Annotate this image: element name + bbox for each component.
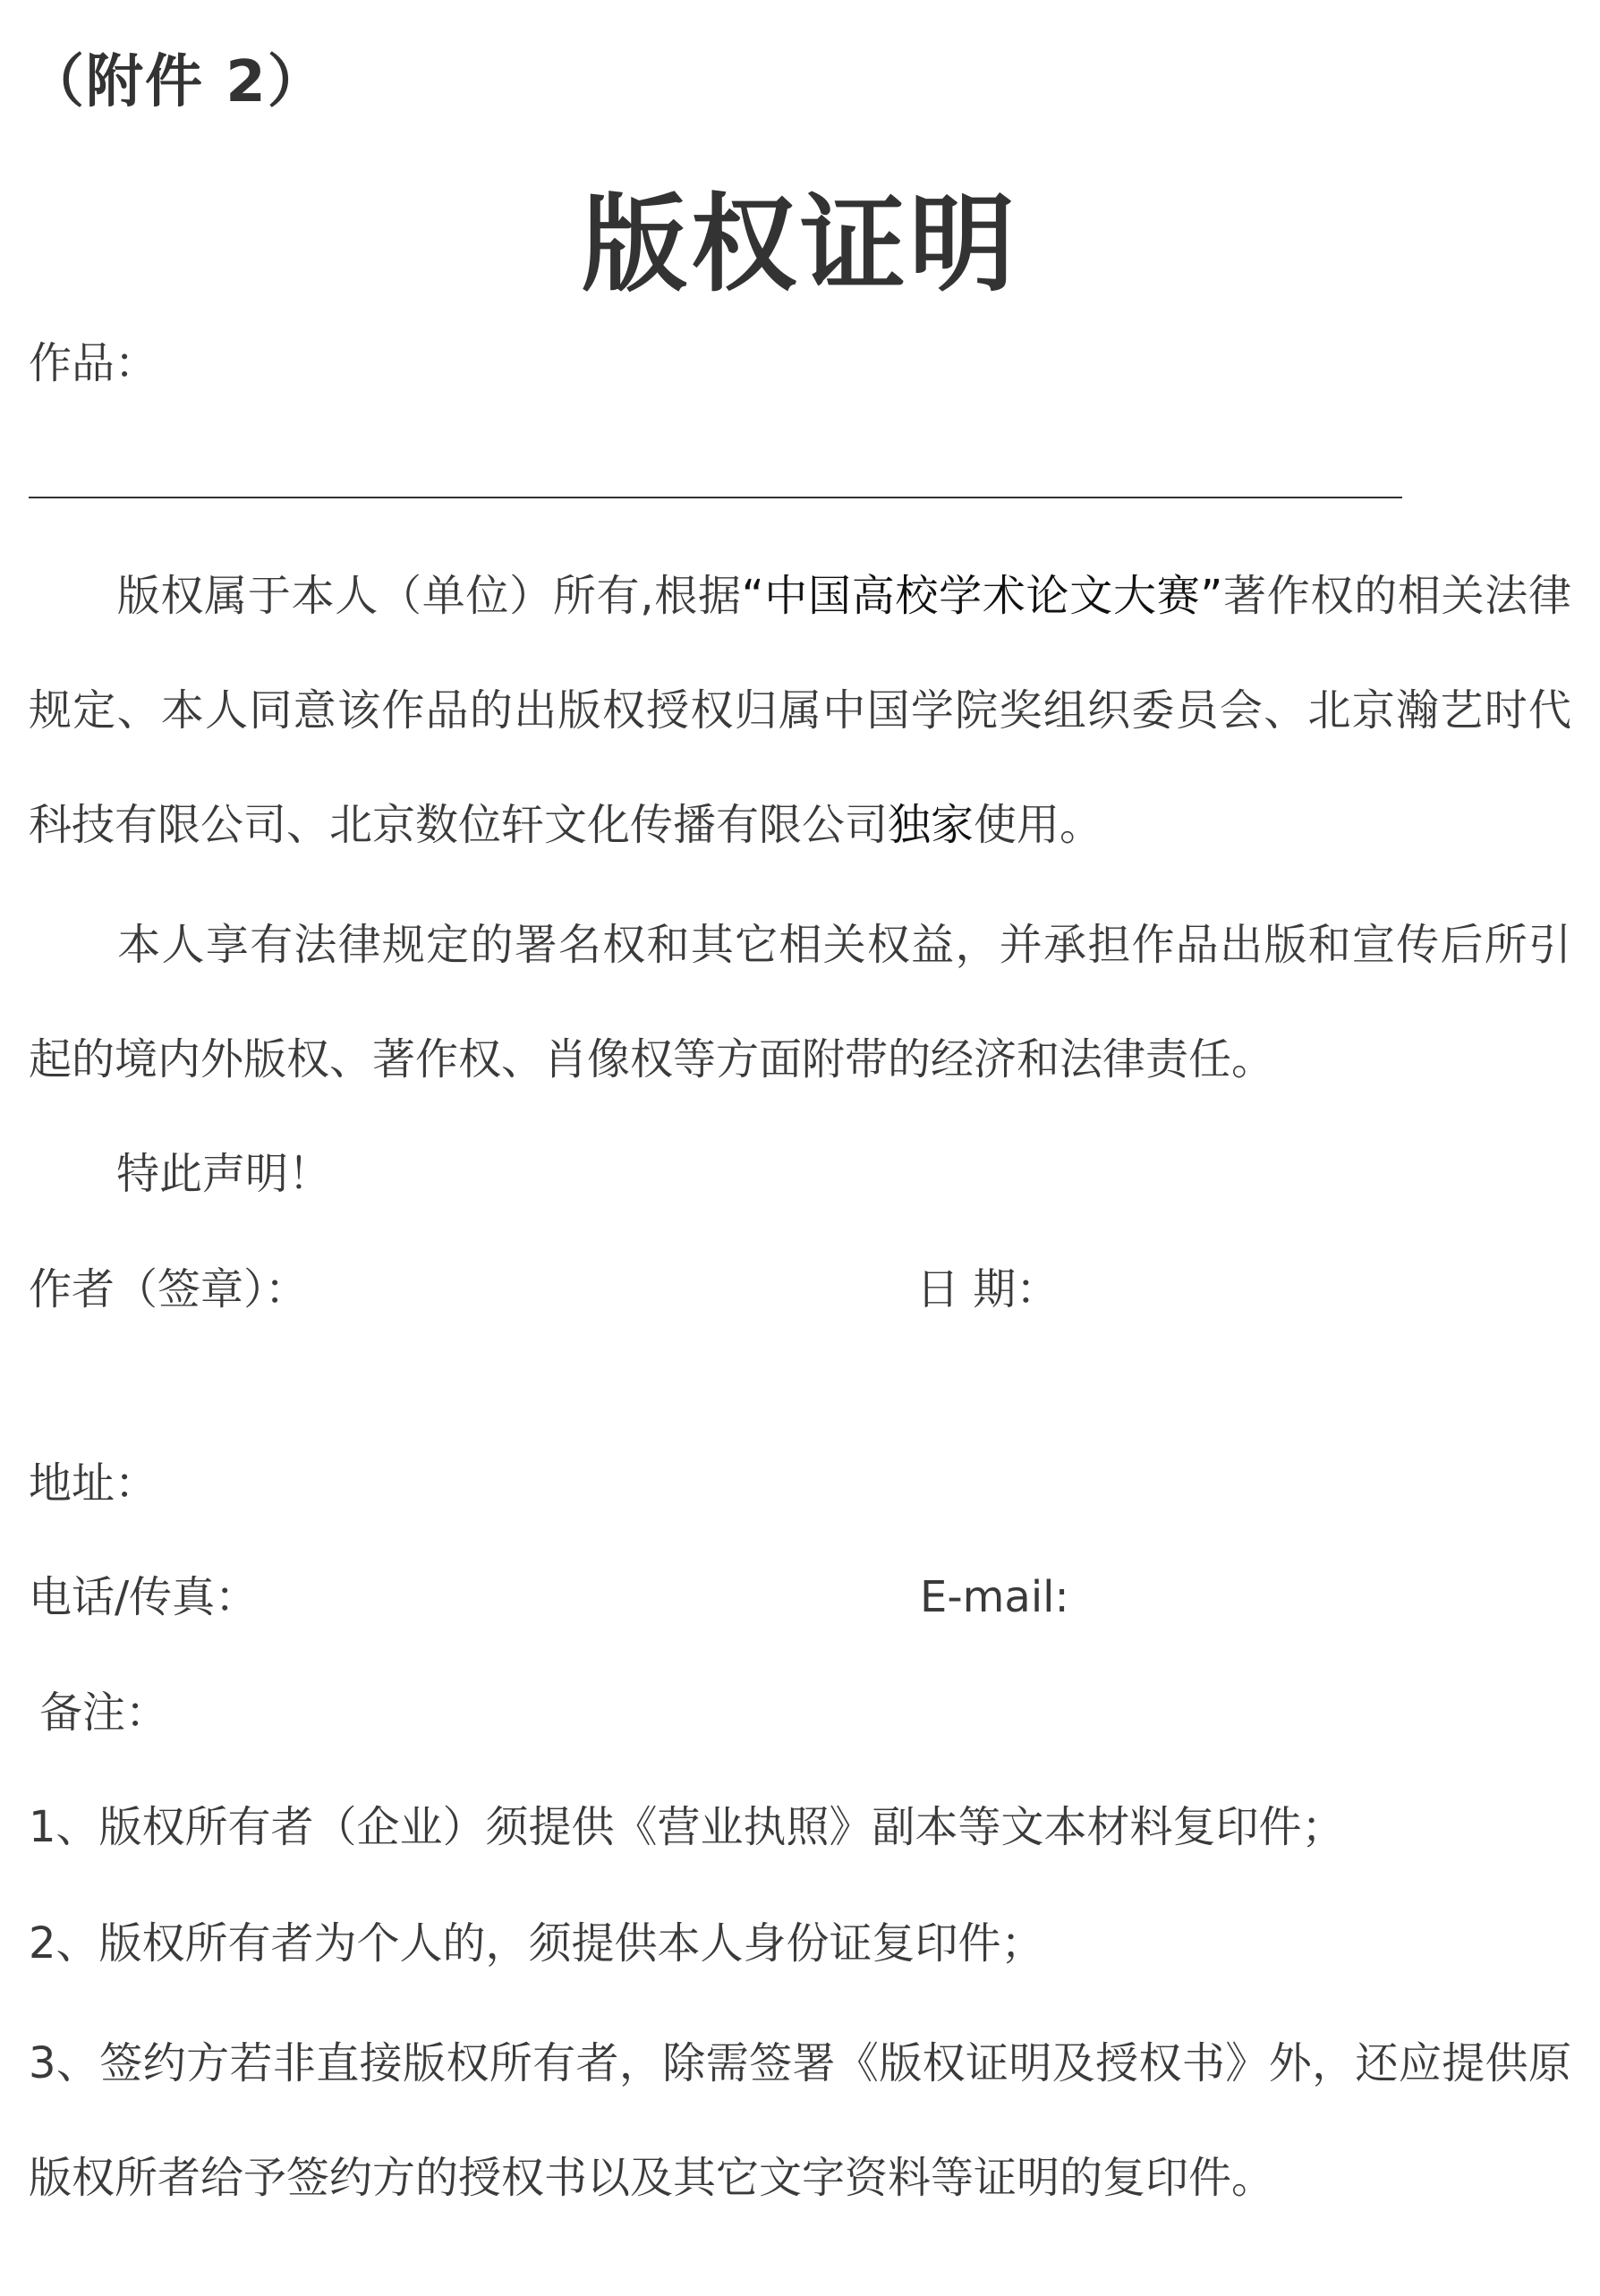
note-item-1: 1、版权所有者（企业）须提供《营业执照》副本等文本材料复印件；	[29, 1802, 1345, 1852]
paragraph-copyright-part-c: 著作权的相关法律规定、本人同意该作品的出版权授权归属中国学院奖组织委员会、北京瀚艺时代科技有限公司、北京数位轩文化传播有限公司	[29, 571, 1571, 850]
address-label: 地址：	[29, 1458, 158, 1509]
date-label: 日 期：	[916, 1264, 1060, 1314]
paragraph-rights	[29, 888, 1571, 1117]
note-item-3: 3、签约方若非直接版权所有者，除需签署《版权证明及授权书》外，还应提供原版权所者给予签约方的授权书以及其它文字资料等证明的复印件。	[29, 2038, 1571, 2203]
paragraph-copyright-part-e: 使用。	[974, 800, 1103, 850]
declaration-text: 特此声明！	[116, 1149, 332, 1199]
email-label: E-mail:	[920, 1572, 1069, 1622]
paragraph-rights-text: 本人享有法律规定的署名权和其它相关权益，并承担作品出版和宣传后所引起的境内外版权、著作权、肖像权等方面附带的经济和法律责任。	[29, 920, 1571, 1084]
page-title: 版权证明	[581, 183, 1018, 306]
author-signature-label: 作者（签章）：	[29, 1264, 309, 1314]
exclusive-term: 独家	[888, 800, 974, 850]
work-label: 作品：	[29, 338, 158, 388]
paragraph-copyright	[29, 539, 1571, 882]
paragraph-copyright-part-a: 版权属于本人（单位）所有,根据	[116, 571, 742, 621]
phone-fax-label: 电话/传真：	[29, 1572, 259, 1622]
annex-label: （附件 2）	[27, 49, 327, 115]
contest-name: “中国高校学术论文大赛”	[741, 571, 1223, 621]
work-underline	[29, 497, 1402, 498]
notes-label: 备注：	[39, 1688, 169, 1738]
note-item-2: 2、版权所有者为个人的，须提供本人身份证复印件；	[29, 1918, 1044, 1969]
